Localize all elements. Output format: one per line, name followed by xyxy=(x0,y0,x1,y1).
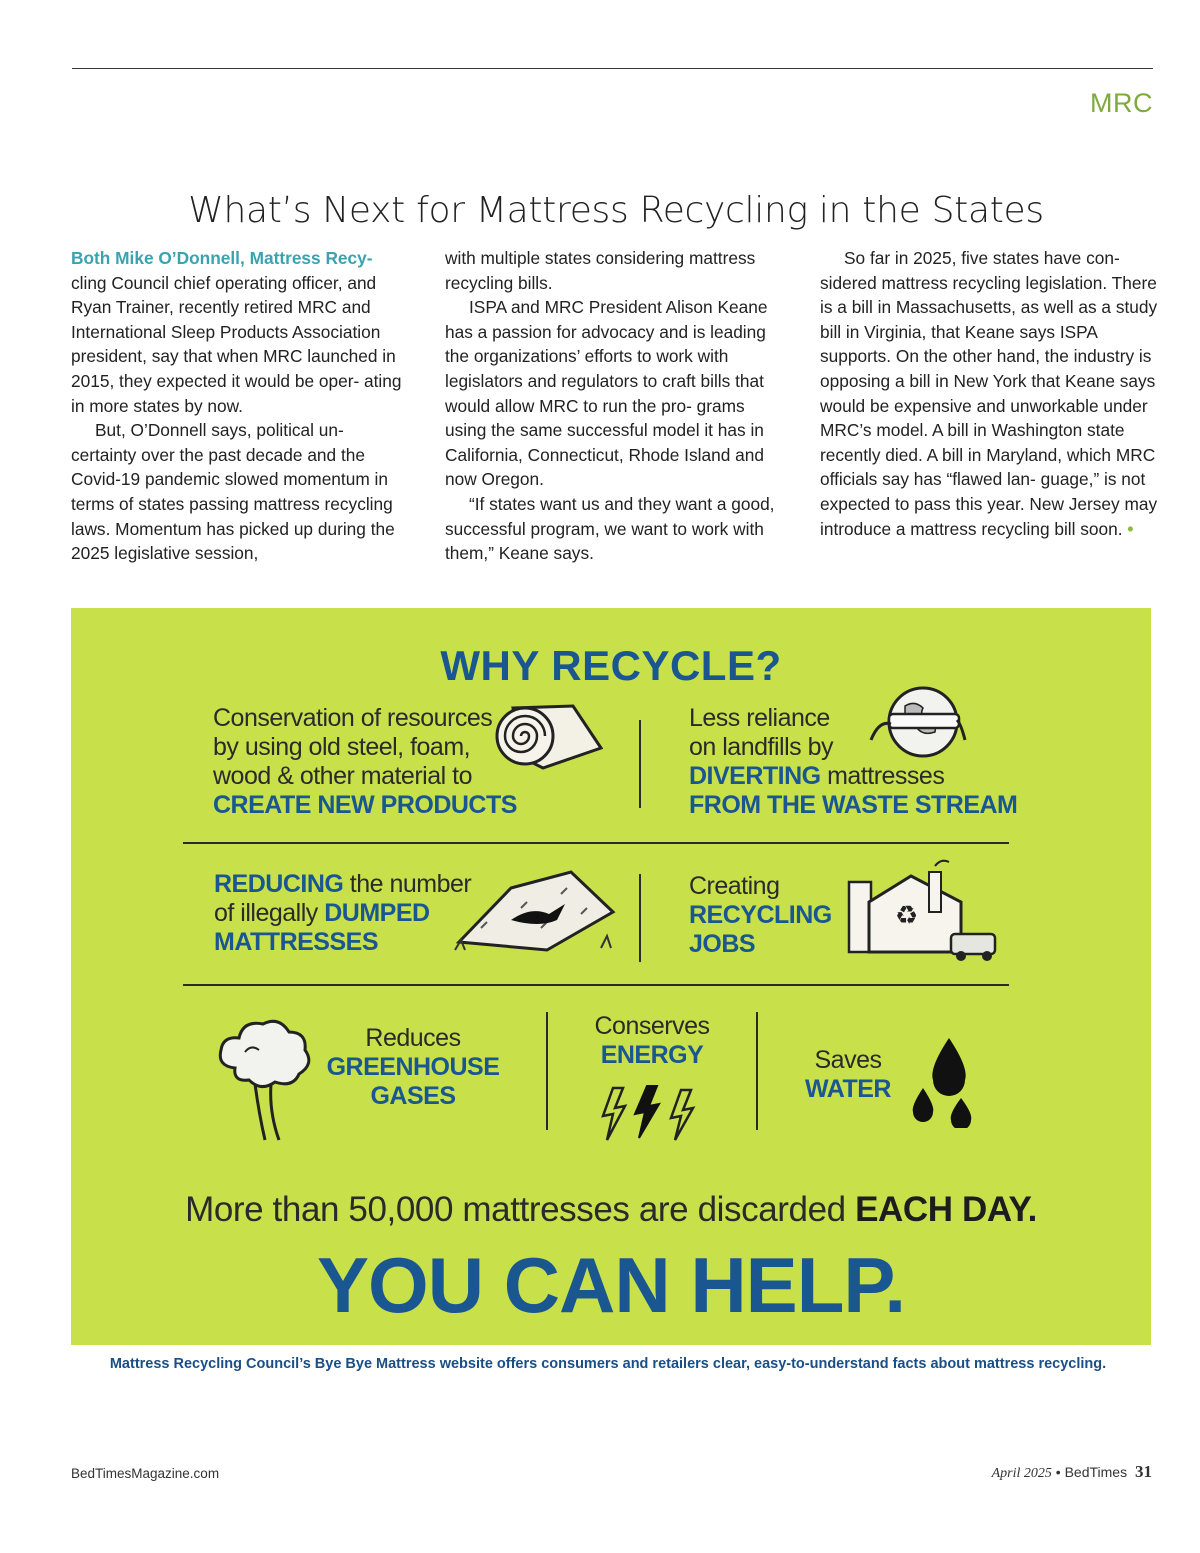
text-line: Creating xyxy=(689,872,780,900)
article-column-2 xyxy=(445,246,785,566)
stat-bold: EACH DAY. xyxy=(855,1190,1037,1229)
article-column-3 xyxy=(820,246,1160,541)
page-number: 31 xyxy=(1135,1462,1152,1481)
paragraph xyxy=(820,246,1160,541)
svg-text:♻: ♻ xyxy=(895,901,919,931)
paragraph-text: cling Council chief operating officer, and Ryan Trainer, recently retired MRC and International Sleep Products Association president, say that when MRC launched in 2015, they expected it would be oper- ating in more states by now. xyxy=(71,272,402,416)
text-line-bold: GREENHOUSE xyxy=(326,1053,500,1081)
divider xyxy=(546,1012,548,1130)
infographic-title: WHY RECYCLE? xyxy=(440,642,782,689)
divider xyxy=(183,984,1009,986)
paragraph: ISPA and MRC President Alison Keane has a passion for advocacy and is leading the organizations’ efforts to work with legislators and regulators to craft bills that would allow MRC to run the pro- grams using the same successful model it has in California, Connecticut, Rhode Island and now Oregon. xyxy=(445,297,768,490)
lightning-bolts-icon xyxy=(599,1084,699,1142)
issue-date: April 2025 xyxy=(991,1466,1052,1481)
text-bold: DUMPED xyxy=(324,899,430,927)
why-recycle-infographic xyxy=(71,608,1151,1345)
dumping-text xyxy=(214,870,471,957)
text-line-bold: GASES xyxy=(370,1082,456,1110)
article-headline: What’s Next for Mattress Recycling in the States xyxy=(188,190,1044,231)
paragraph xyxy=(71,246,406,418)
water-drops-icon xyxy=(909,1034,979,1128)
text-line-bold: FROM THE WASTE STREAM xyxy=(689,791,1018,819)
divider xyxy=(639,874,641,962)
divider xyxy=(756,1012,758,1130)
greenhouse-smoke-icon xyxy=(215,1018,311,1148)
article-column-1 xyxy=(71,246,406,566)
section-tag: MRC xyxy=(1090,88,1153,118)
top-rule xyxy=(72,68,1153,69)
infographic-caption: Mattress Recycling Council’s Bye Bye Mattress website offers consumers and retailers clear, easy-to-understand facts about mattress recycling. xyxy=(109,1356,1107,1372)
text-line: Saves xyxy=(814,1046,882,1074)
divider xyxy=(639,720,641,808)
text-line: wood & other material to xyxy=(213,762,472,790)
text-line: Conservation of resources xyxy=(213,704,493,732)
earth-hugging-mattress-icon xyxy=(861,684,971,764)
text-line-bold: CREATE NEW PRODUCTS xyxy=(213,791,517,819)
discard-stat xyxy=(71,1190,1151,1230)
text-line: mattresses xyxy=(820,762,945,790)
text-line-bold: JOBS xyxy=(689,930,756,958)
end-mark: • xyxy=(1127,518,1134,539)
text-line-bold: WATER xyxy=(805,1075,891,1103)
dumped-mattress-icon xyxy=(451,858,621,958)
text-line: Conserves xyxy=(594,1012,710,1040)
footer-website: BedTimesMagazine.com xyxy=(71,1466,220,1481)
recycling-plant-icon xyxy=(841,852,1011,970)
paragraph: But, O’Donnell says, political un- certainty over the past decade and the Covid-19 pandemic slowed momentum in terms of states passing mattress recycling laws. Momentum has picked up during the 2025 legislative session, xyxy=(71,420,395,564)
text-line-bold: ENERGY xyxy=(600,1041,704,1069)
magazine-name: BedTimes xyxy=(1064,1464,1128,1480)
jobs-text xyxy=(689,872,832,959)
water-text xyxy=(787,1046,909,1104)
energy-text xyxy=(569,1012,735,1070)
separator: • xyxy=(1055,1464,1061,1480)
text-line: Less reliance xyxy=(689,704,830,732)
text-line: by using old steel, foam, xyxy=(213,733,471,761)
text-line: on landfills by xyxy=(689,733,833,761)
divider xyxy=(183,842,1009,844)
stat-text: More than 50,000 mattresses are discarded xyxy=(185,1190,856,1229)
greenhouse-text xyxy=(313,1024,513,1111)
paragraph: “If states want us and they want a good, successful program, we want to work with them,” Keane says. xyxy=(445,493,775,564)
text-bold: REDUCING xyxy=(214,870,344,898)
conservation-text xyxy=(213,704,517,820)
text-line-bold: MATTRESSES xyxy=(214,928,378,956)
text-line: the number xyxy=(343,870,472,898)
paragraph-text: So far in 2025, five states have con- sidered mattress recycling legislation. There is a bill in Massachusetts, as well as a study bill in Virginia, that Keane says ISPA supports. On the other hand, the industry is opposing a bill in New York that Keane says would be expensive and unworkable under MRC’s model. A bill in Washington state recently died. A bill in Maryland, which MRC officials say has “flawed lan- guage,” is not expected to pass this year. New Jersey may introduce a mattress recycling bill soon. xyxy=(820,248,1158,539)
foam-roll-icon xyxy=(493,698,603,778)
lead-in: Both Mike O’Donnell, Mattress Recy- xyxy=(71,248,373,268)
paragraph: with multiple states considering mattress recycling bills. xyxy=(445,248,756,293)
text-bold: DIVERTING xyxy=(689,762,821,790)
footer-issue xyxy=(992,1462,1152,1482)
call-to-action: YOU CAN HELP. xyxy=(317,1241,905,1329)
text-line: of illegally xyxy=(214,899,325,927)
text-line-bold: RECYCLING xyxy=(689,901,832,929)
text-line: Reduces xyxy=(365,1024,461,1052)
